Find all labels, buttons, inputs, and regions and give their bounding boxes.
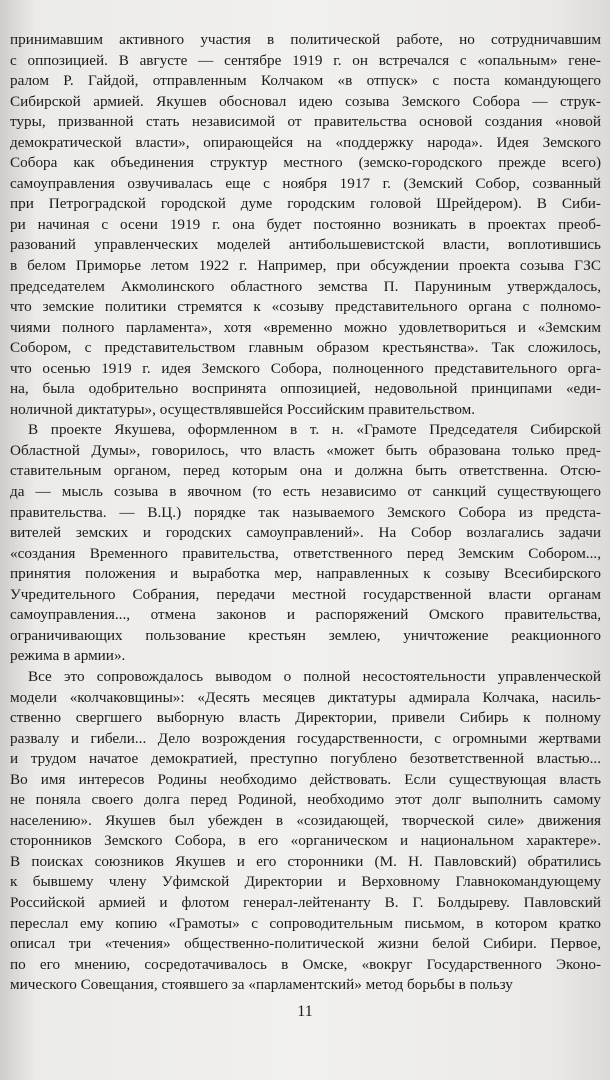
text-line: В проекте Якушева, оформленном в т. н. «Грамоте Председателя Сибирской (28, 421, 601, 439)
text-line: не поняла своего долга перед Родиной, необходимо этот долг выполнить самому (10, 791, 601, 809)
text-line: разований управленческих моделей антибольшевистской власти, воплотившись (10, 236, 601, 254)
text-line: ноличной диктатуры», осуществлявшейся Российским правительством. (10, 400, 476, 418)
text-line: самоуправления..., отмена законов и распоряжений Омского правительства, (10, 606, 601, 624)
text-line: председателем Акмолинского областного земства П. Паруниным утверждалось, (10, 277, 601, 295)
page-number: 11 (297, 1003, 313, 1020)
text-line: Российской армией и флотом генерал-лейтенанту В. Г. Болдыреву. Павловский (10, 893, 601, 911)
text-line: ралом Р. Гайдой, отправленным Колчаком «в отпуск» с поста командующего (10, 72, 601, 90)
text-line: модели «колчаковщины»: «Десять месяцев диктатуры адмирала Колчака, насиль- (10, 688, 601, 706)
text-line: по его мнению, сосредотачивалось в Омске, «вокруг Государственного Эконо- (10, 955, 601, 973)
text-line: принятия положения и выработка мер, направленных к созыву Всесибирского (10, 565, 601, 583)
text-line: «создания Временного правительства, ответственного перед Земским Собором..., (10, 544, 601, 562)
text-line: и трудом начатое демократией, преступно погублено безответственной властью... (10, 750, 601, 768)
text-line: что осенью 1919 г. идея Земского Собора, полноценного представительного орга- (10, 359, 601, 377)
text-line: развалу и гибели... Дело возрождения государственности, с огромными жертвами (10, 729, 601, 747)
text-line: самоуправления озвучивалась еще с ноября 1917 г. (Земский Собор, созванный (10, 174, 601, 192)
text-line: переслал ему копию «Грамоты» с сопроводительным письмом, в котором кратко (10, 914, 601, 932)
text-line: на, была одобрительно воспринята оппозицией, недовольной принципами «еди- (10, 380, 601, 398)
text-line: в белом Приморье летом 1922 г. Например, при обсуждении проекта созыва ГЗС (10, 257, 601, 275)
text-line: Собором, с представительством главным образом крестьянства». Так сложилось, (10, 339, 601, 357)
text-line: Сибирской армией. Якушев обосновал идею созыва Земского Собора — струк- (10, 92, 601, 110)
text-line: демократической власти», опирающейся на «поддержку народа». Идея Земского (10, 133, 601, 151)
text-line: описал три «течения» общественно-политической жизни белой Сибири. Первое, (10, 935, 601, 953)
body-text (10, 30, 601, 996)
text-line: чиями полного парламента», хотя «временно можно удовлетвориться и «Земским (10, 318, 601, 336)
text-line: ставительным органом, перед которым она и должна быть ответственна. Отсю- (10, 462, 601, 480)
text-line: при Петроградской городской думе городским головой Шрейдером). В Сиби- (10, 195, 601, 213)
text-line: населению». Якушев был убежден в «созидающей, творческой силе» движения (10, 811, 601, 829)
text-line: принимавшим активного участия в политической работе, но сотрудничавшим (10, 31, 601, 48)
paragraph-2 (10, 420, 601, 667)
text-line: Учредительного Собрания, передачи местной государственной власти органам (10, 585, 601, 603)
text-line: что земские политики стремятся к «созыву представительного органа с полномо- (10, 298, 601, 316)
text-line: ственно свергшего выборную власть Директории, привели Сибирь к полному (10, 709, 601, 727)
text-line: В поисках союзников Якушев и его сторонники (М. Н. Павловский) обратились (10, 852, 601, 870)
text-line: Во имя интересов Родины необходимо действовать. Если существующая власть (10, 770, 601, 788)
text-line: режима в армии». (10, 647, 126, 665)
text-line: ри начиная с осени 1919 г. она будет постоянно возникать в проектах преоб- (10, 215, 601, 233)
text-line: с оппозицией. В августе — сентябре 1919 г. он встречался с «опальным» гене- (10, 51, 601, 69)
paragraph-3 (10, 667, 601, 996)
text-line: к бывшему члену Уфимской Директории и Верховному Главнокомандующему (10, 873, 601, 891)
text-line: туры, призванной стать независимой от правительства основой создания «новой (10, 113, 601, 131)
text-line: Собора как объединения структур местного (земско-городского прежде всего) (10, 154, 601, 172)
text-line: да — мысль созыва в явочном (то есть независимо от санкций существующего (10, 483, 601, 501)
text-line: сторонников Земского Собора, в его «органическом и национальном характере». (10, 832, 601, 850)
text-line: правительства. — В.Ц.) порядке так называемого Земского Собора из предста- (10, 503, 601, 521)
text-line: Все это сопровождалось выводом о полной несостоятельности управленческой (28, 667, 601, 685)
paragraph-1 (10, 30, 601, 420)
text-line: мического Совещания, стоявшего за «парламентский» метод борьбы в пользу (10, 976, 513, 994)
text-line: ограничивающих пользование крестьян землею, уничтожение реакционного (10, 626, 601, 644)
text-line: вителей земских и городских самоуправлений». На Собор возлагались задачи (10, 524, 601, 542)
text-line: Областной Думы», говорилось, что власть «может быть образована только пред- (10, 441, 601, 459)
